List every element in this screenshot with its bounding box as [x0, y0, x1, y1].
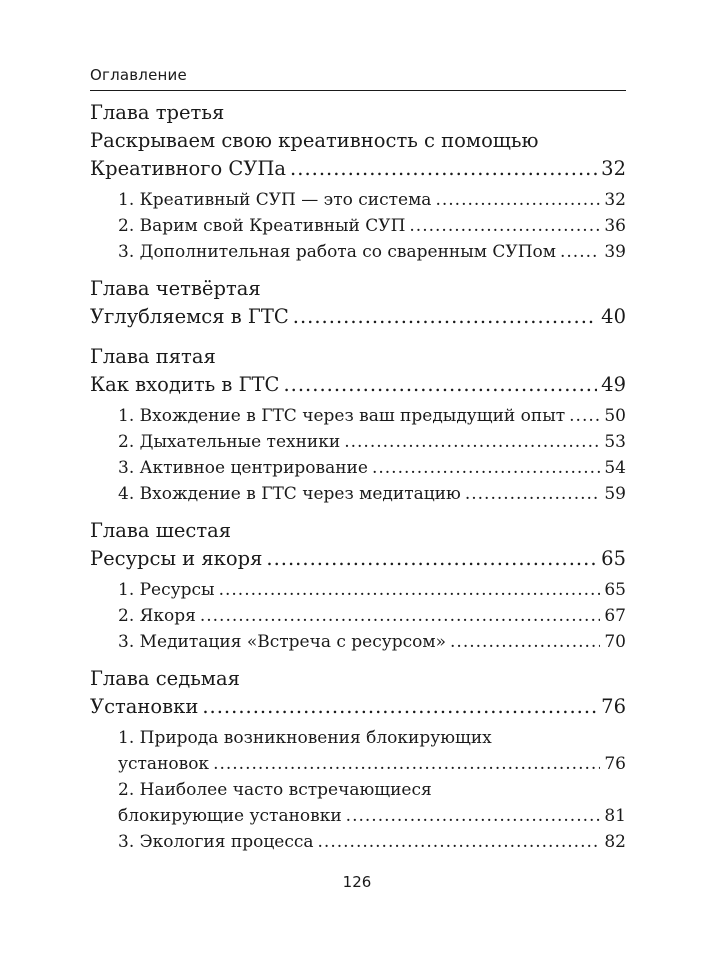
chapter-heading: Глава пятая	[90, 345, 216, 368]
leader-dots	[283, 372, 597, 398]
page-ref: 50	[604, 406, 626, 426]
page-ref: 65	[601, 547, 626, 570]
page-ref: 40	[601, 305, 626, 328]
section-title-line: 1. Природа возникновения блокирующих	[118, 728, 492, 748]
section-title: 4. Вхождение в ГТС через медитацию	[118, 484, 461, 504]
page-number: 126	[342, 873, 372, 891]
section-title-line: 2. Наиболее часто встречающиеся	[118, 780, 432, 800]
page-ref: 67	[604, 606, 626, 626]
section-title: 3. Дополнительная работа со сваренным СУПом	[118, 242, 556, 262]
section-title: 3. Активное центрирование	[118, 458, 368, 478]
page-ref: 76	[604, 754, 626, 774]
page-ref: 76	[601, 695, 626, 718]
chapter-title: Установки	[90, 695, 199, 718]
toc-entry[interactable]	[90, 372, 626, 400]
leader-dots	[560, 240, 600, 264]
leader-dots	[293, 304, 597, 330]
toc-entry[interactable]	[90, 752, 626, 778]
page-ref: 32	[604, 190, 626, 210]
running-header	[90, 64, 626, 91]
chapter-heading: Глава шестая	[90, 519, 232, 542]
chapter-heading: Глава седьмая	[90, 667, 240, 690]
toc-entry[interactable]	[90, 604, 626, 630]
header-title: Оглавление	[90, 66, 187, 84]
leader-dots	[344, 430, 600, 454]
page-ref: 70	[604, 632, 626, 652]
page-ref: 32	[601, 157, 626, 180]
toc-entry[interactable]	[90, 456, 626, 482]
toc-entry[interactable]	[90, 546, 626, 574]
leader-dots	[409, 214, 600, 238]
page-ref: 82	[604, 832, 626, 852]
page-ref: 59	[604, 484, 626, 504]
section-title: 2. Дыхательные техники	[118, 432, 341, 452]
leader-dots	[465, 482, 601, 506]
section-title: 1. Креативный СУП — это система	[118, 190, 432, 210]
section-title: 1. Вхождение в ГТС через ваш предыдущий опыт	[118, 406, 566, 426]
chapter-7	[90, 666, 626, 856]
leader-dots	[346, 804, 601, 828]
leader-dots	[372, 456, 600, 480]
leader-dots	[450, 630, 600, 654]
chapter-heading: Глава третья	[90, 101, 225, 124]
chapter-4	[90, 276, 626, 332]
chapter-title-line: Раскрываем свою креативность с помощью	[90, 129, 539, 152]
chapter-3	[90, 100, 626, 266]
leader-dots	[219, 578, 601, 602]
section-title: 2. Якоря	[118, 606, 196, 626]
toc-entry[interactable]	[90, 156, 626, 184]
section-title: 3. Экология процесса	[118, 832, 314, 852]
section-title: 3. Медитация «Встреча с ресурсом»	[118, 632, 447, 652]
page-ref: 49	[601, 373, 626, 396]
table-of-contents	[90, 100, 626, 856]
leader-dots	[213, 752, 600, 776]
leader-dots	[569, 404, 600, 428]
leader-dots	[318, 830, 601, 854]
toc-entry[interactable]	[90, 630, 626, 656]
toc-entry[interactable]	[90, 188, 626, 214]
leader-dots	[200, 604, 601, 628]
toc-entry[interactable]	[90, 304, 626, 332]
leader-dots	[435, 188, 600, 212]
chapter-title: Ресурсы и якоря	[90, 547, 263, 570]
chapter-title: Креативного СУПа	[90, 157, 287, 180]
section-title: блокирующие установки	[118, 806, 342, 826]
chapter-6	[90, 518, 626, 656]
leader-dots	[266, 546, 597, 572]
leader-dots	[290, 156, 597, 182]
chapter-5	[90, 344, 626, 508]
toc-entry[interactable]	[90, 482, 626, 508]
toc-entry[interactable]	[90, 214, 626, 240]
section-title: установок	[118, 754, 210, 774]
toc-entry[interactable]	[90, 578, 626, 604]
toc-entry[interactable]	[90, 240, 626, 266]
toc-entry[interactable]	[90, 804, 626, 830]
toc-entry[interactable]	[90, 694, 626, 722]
chapter-title: Углубляемся в ГТС	[90, 305, 289, 328]
chapter-heading: Глава четвёртая	[90, 277, 261, 300]
section-title: 1. Ресурсы	[118, 580, 215, 600]
page-ref: 36	[604, 216, 626, 236]
page-ref: 54	[604, 458, 626, 478]
page-ref: 65	[604, 580, 626, 600]
page-ref: 81	[604, 806, 626, 826]
section-title: 2. Варим свой Креативный СУП	[118, 216, 406, 236]
page-ref: 53	[604, 432, 626, 452]
chapter-title: Как входить в ГТС	[90, 373, 280, 396]
page-ref: 39	[604, 242, 626, 262]
leader-dots	[202, 694, 597, 720]
toc-entry[interactable]	[90, 830, 626, 856]
toc-entry[interactable]	[90, 430, 626, 456]
toc-entry[interactable]	[90, 404, 626, 430]
